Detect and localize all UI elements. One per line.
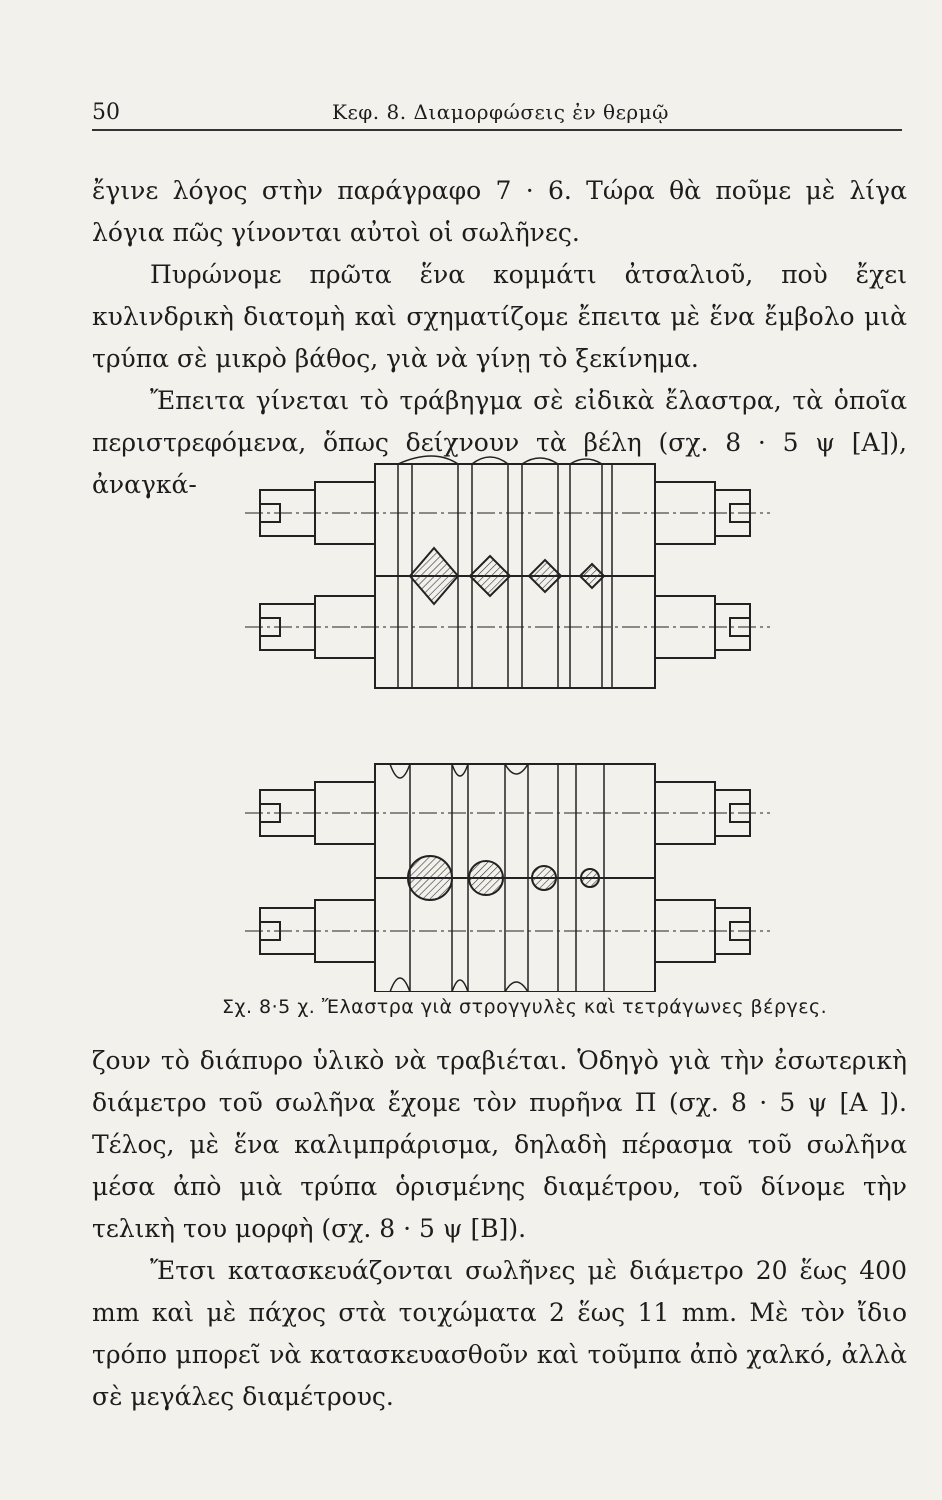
rolling-mill-figure	[240, 452, 780, 992]
page-header	[92, 96, 902, 132]
figure-caption: Σχ. 8·5 χ. Ἔλαστρα γιὰ στρογγυλὲς καὶ τετράγωνες βέργες.	[222, 996, 828, 1018]
paragraph: Ἔπειτα γίνεται τὸ τράβηγμα σὲ εἰδικὰ ἔλαστρα, τὰ ὁποῖα περιστρεφόμενα, ὅπως δείχνουν τὰ βέλη (σχ. 8 · 5 ψ [A]), ἀναγκά-	[92, 386, 907, 499]
paragraph: Ἔτσι κατασκευάζονται σωλῆνες μὲ διάμετρο 20 ἕως 400 mm καὶ μὲ πάχος στὰ τοιχώματα 2 ἕως 11 mm. Μὲ τὸν ἴδιο τρόπο μπορεῖ νὰ κατασκευασθοῦν καὶ τοῦμπα ἀπὸ χαλκό, ἀλλὰ σὲ μεγάλες διαμέτρους.	[92, 1256, 907, 1411]
paragraph: ζουν τὸ διάπυρο ὑλικὸ νὰ τραβιέται. Ὁδηγὸ γιὰ τὴν ἐσωτερικὴ διάμετρο τοῦ σωλῆνα ἔχομε τὸν πυρῆνα Π (σχ. 8 · 5 ψ [A ]). Τέλος, μὲ ἕνα καλιμπράρισμα, δηλαδὴ πέρασμα τοῦ σωλῆνα μέσα ἀπὸ μιὰ τρύπα ὁρισμένης διαμέτρου, τοῦ δίνομε τὴν τελικὴ του μορφὴ (σχ. 8 · 5 ψ [B]).	[92, 1046, 907, 1243]
paragraph: ἔγινε λόγος στὴν παράγραφο 7 · 6. Τώρα θὰ ποῦμε μὲ λίγα λόγια πῶς γίνονται αὐτοὶ οἱ σωλῆνες.	[92, 176, 907, 247]
paragraph: Πυρώνομε πρῶτα ἕνα κομμάτι ἀτσαλιοῦ, ποὺ ἔχει κυλινδρικὴ διατομὴ καὶ σχηματίζομε ἔπειτα μὲ ἕνα ἔμβολο μιὰ τρύπα σὲ μικρὸ βάθος, γιὰ νὰ γίνῃ τὸ ξεκίνημα.	[92, 260, 907, 373]
running-head: Κεφ. 8. Διαμορφώσεις ἐν θερμῷ	[332, 100, 669, 124]
body-text-after-figure	[92, 1040, 907, 1418]
page-number: 50	[92, 100, 120, 125]
header-rule	[92, 129, 902, 131]
roll-pass-drawing	[240, 452, 780, 992]
